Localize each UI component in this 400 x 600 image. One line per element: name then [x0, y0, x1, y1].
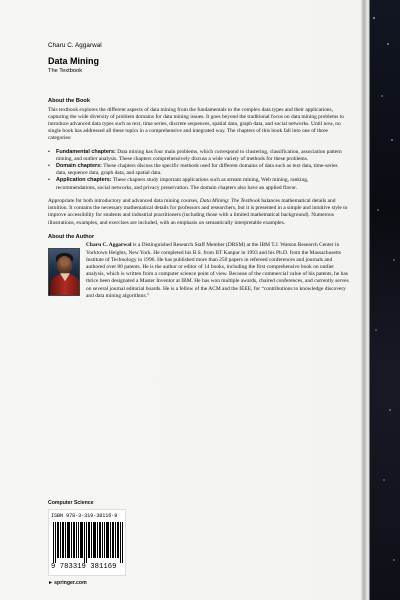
- arrow-right-icon: ►: [48, 580, 54, 586]
- author-photo: [48, 248, 80, 296]
- face-icon: [57, 256, 72, 274]
- book-spine-edge: [361, 0, 370, 600]
- publisher-url: springer.com: [54, 580, 87, 586]
- author-name: Charu C. Aggarwal: [86, 242, 132, 249]
- bullet-icon: •: [48, 177, 50, 184]
- barcode-number: 9 783319 381169: [51, 563, 117, 571]
- bullet-icon: •: [48, 148, 50, 155]
- fundamental-chapters-label: Fundamental chapters:: [56, 148, 116, 155]
- chapter-category-list: [48, 149, 349, 192]
- header-author: Charu C. Aggarwal: [48, 42, 102, 49]
- about-book-intro: This textbook explores the different aspects of data mining from the fundamentals to the complex data types and their applications, capturing the wide diversity of problem domains for data mining issues. It goes beyond the traditional focus on data mining problems to introduce advanced data types such as text, time series, discrete sequences, spatial data, graph data, and social networks. Until now, no single book has addressed all these topics in a comprehensive and integrated way. The chapters of this book fall into one of three categories:: [48, 106, 344, 142]
- back-cover-text: [48, 98, 349, 300]
- application-chapters-text: These chapters study important applications such as stream mining, Web mining, ranking, recommendations, social networks, and privacy preservation. The domain chapters also have an applied flavor.: [56, 177, 309, 191]
- about-author-heading: About the Author: [48, 233, 95, 240]
- application-chapters-item: [48, 177, 349, 191]
- book-subtitle: The Textbook: [48, 68, 83, 74]
- fundamental-chapters-text: Data mining has four main problems, which correspond to clustering, classification, association pattern mining, and outlier analysis. These chapters comprehensively discuss a wide variety of methods for these problems.: [56, 148, 342, 162]
- author-bio-text: is a Distinguished Research Staff Member (DRSM) at the IBM T.J. Watson Research Center in Yorktown Heights, New York. He completed his B.S. from IIT Kanpur in 1993 and his Ph.D. from the Massachusetts Institute of Technology in 1996. He has published more than 250 papers in refereed conferences and journals and authored over 80 patents. He is the author or editor of 14 books, including the first comprehensive book on outlier analysis, which is written from a computer science point of view. Because of the commercial value of his patents, he has thrice been designated a Master Inventor at IBM. He has won multiple awards, chaired conferences, and currently serves on several journal editorial boards. He is a fellow of the ACM and the IEEE, for “contributions to knowledge discovery and data mining algorithms.”: [86, 242, 349, 299]
- isbn-barcode: [48, 509, 126, 576]
- barcode-icon: [52, 522, 124, 563]
- fundamental-chapters-item: [48, 149, 349, 163]
- domain-chapters-text: These chapters discuss the specific methods used for different domains of data such as text data, time-series data, sequence data, graph data, and spatial data.: [56, 163, 338, 177]
- about-book-section: [48, 98, 349, 227]
- course-suitability-suffix: balances mathematical details and intuition. It contains the necessary mathematical details for professors and researchers, but it is presented in a simple and intuitive style to improve accessibility for students and industrial practitioners (including those with a limited mathematical background). Numerous illustrations, examples, and exercises are included, with an emphasis on semantically interpretable examples.: [48, 197, 348, 226]
- about-book-heading: About the Book: [48, 98, 90, 104]
- book-spine: [370, 0, 400, 600]
- bullet-icon: •: [48, 163, 50, 170]
- course-suitability-paragraph: [48, 198, 349, 227]
- subject-label: Computer Science: [48, 500, 94, 506]
- book-header: [48, 42, 348, 75]
- publisher-website: [48, 580, 144, 586]
- domain-chapters-label: Domain chapters:: [56, 163, 102, 170]
- author-bio: [48, 242, 349, 300]
- back-cover-footer: [48, 500, 144, 586]
- isbn-label: ISBN 978-3-319-38116-9: [51, 513, 118, 519]
- book-title: Data Mining: [48, 56, 99, 66]
- course-suitability-prefix: Appropriate for both introductory and advanced data mining courses,: [48, 197, 200, 204]
- domain-chapters-item: [48, 163, 349, 177]
- about-author-section: [48, 234, 349, 300]
- book-title-italic: Data Mining: The Textbook: [199, 197, 260, 204]
- application-chapters-label: Application chapters:: [56, 177, 112, 184]
